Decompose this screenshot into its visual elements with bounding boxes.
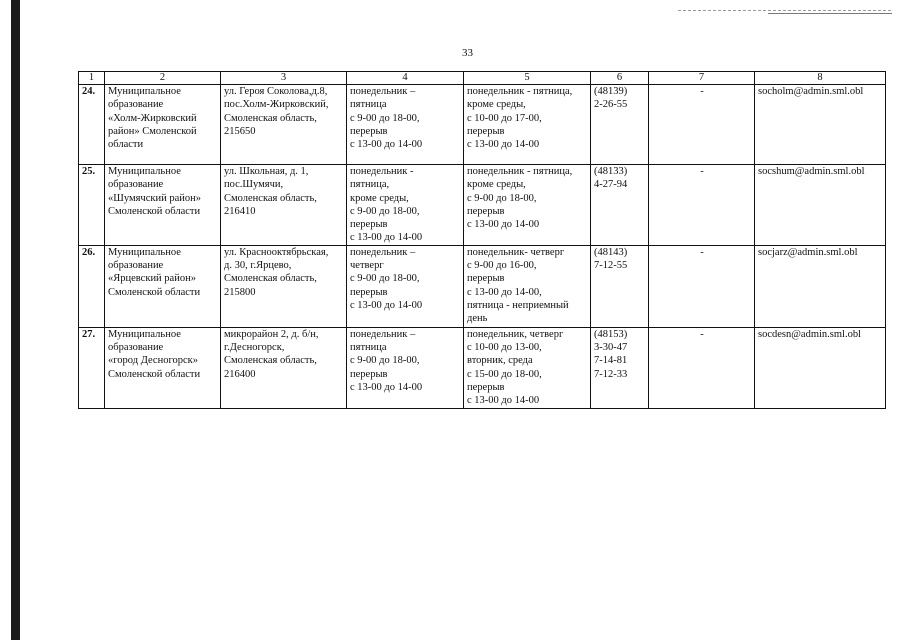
municipality-cell: Муниципальное образование «Ярцевский район» Смоленской области: [105, 245, 221, 327]
address-cell: ул. Краснооктябрьская, д. 30, г.Ярцево, Смоленская область, 215800: [221, 245, 347, 327]
phone-cell: (48143) 7-12-55: [591, 245, 649, 327]
email-cell: socshum@admin.sml.obl: [755, 165, 886, 246]
phone-cell: (48153) 3-30-47 7-14-81 7-12-33: [591, 327, 649, 408]
municipality-cell: Муниципальное образование «Холм-Жирковский район» Смоленской области: [105, 85, 221, 165]
page-number: 33: [462, 47, 473, 59]
column-header: 6: [591, 72, 649, 85]
email-cell: socjarz@admin.sml.obl: [755, 245, 886, 327]
address-cell: ул. Героя Соколова,д.8, пос.Холм-Жирковский, Смоленская область, 215650: [221, 85, 347, 165]
reception-schedule-cell: понедельник- четверг с 9-00 до 16-00, перерыв с 13-00 до 14-00, пятница - неприемный день: [464, 245, 591, 327]
column-header: 7: [649, 72, 755, 85]
table-row: [79, 165, 886, 246]
top-dashed-rule: [678, 10, 891, 11]
municipality-cell: Муниципальное образование «Шумячский район» Смоленской области: [105, 165, 221, 246]
schedule-cell: понедельник – пятница с 9-00 до 18-00, перерыв с 13-00 до 14-00: [347, 327, 464, 408]
row-number-cell: 25.: [79, 165, 105, 246]
column-7-cell: -: [649, 165, 755, 246]
reception-schedule-cell: понедельник - пятница, кроме среды, с 9-00 до 18-00, перерыв с 13-00 до 14-00: [464, 165, 591, 246]
office-directory-table: [78, 71, 886, 409]
scan-edge-bar: [11, 0, 20, 640]
column-number-row: [79, 72, 886, 85]
table-row: [79, 245, 886, 327]
phone-cell: (48139) 2-26-55: [591, 85, 649, 165]
municipality-cell: Муниципальное образование «город Десногорск» Смоленской области: [105, 327, 221, 408]
address-cell: ул. Школьная, д. 1, пос.Шумячи, Смоленская область, 216410: [221, 165, 347, 246]
column-7-cell: -: [649, 327, 755, 408]
email-cell: socholm@admin.sml.obl: [755, 85, 886, 165]
column-7-cell: -: [649, 85, 755, 165]
column-7-cell: -: [649, 245, 755, 327]
reception-schedule-cell: понедельник, четверг с 10-00 до 13-00, вторник, среда с 15-00 до 18-00, перерыв с 13-00 до 14-00: [464, 327, 591, 408]
table-row: [79, 85, 886, 165]
column-header: 2: [105, 72, 221, 85]
row-number-cell: 27.: [79, 327, 105, 408]
schedule-cell: понедельник – пятница с 9-00 до 18-00, перерыв с 13-00 до 14-00: [347, 85, 464, 165]
column-header: 4: [347, 72, 464, 85]
reception-schedule-cell: понедельник - пятница, кроме среды, с 10-00 до 17-00, перерыв с 13-00 до 14-00: [464, 85, 591, 165]
table-row: [79, 327, 886, 408]
column-header: 5: [464, 72, 591, 85]
schedule-cell: понедельник – четверг с 9-00 до 18-00, перерыв с 13-00 до 14-00: [347, 245, 464, 327]
column-header: 3: [221, 72, 347, 85]
phone-cell: (48133) 4-27-94: [591, 165, 649, 246]
email-cell: socdesn@admin.sml.obl: [755, 327, 886, 408]
address-cell: микрорайон 2, д. б/н, г.Десногорск, Смоленская область, 216400: [221, 327, 347, 408]
row-number-cell: 24.: [79, 85, 105, 165]
top-solid-rule: [768, 13, 892, 14]
row-number-cell: 26.: [79, 245, 105, 327]
column-header: 1: [79, 72, 105, 85]
schedule-cell: понедельник - пятница, кроме среды, с 9-00 до 18-00, перерыв с 13-00 до 14-00: [347, 165, 464, 246]
column-header: 8: [755, 72, 886, 85]
